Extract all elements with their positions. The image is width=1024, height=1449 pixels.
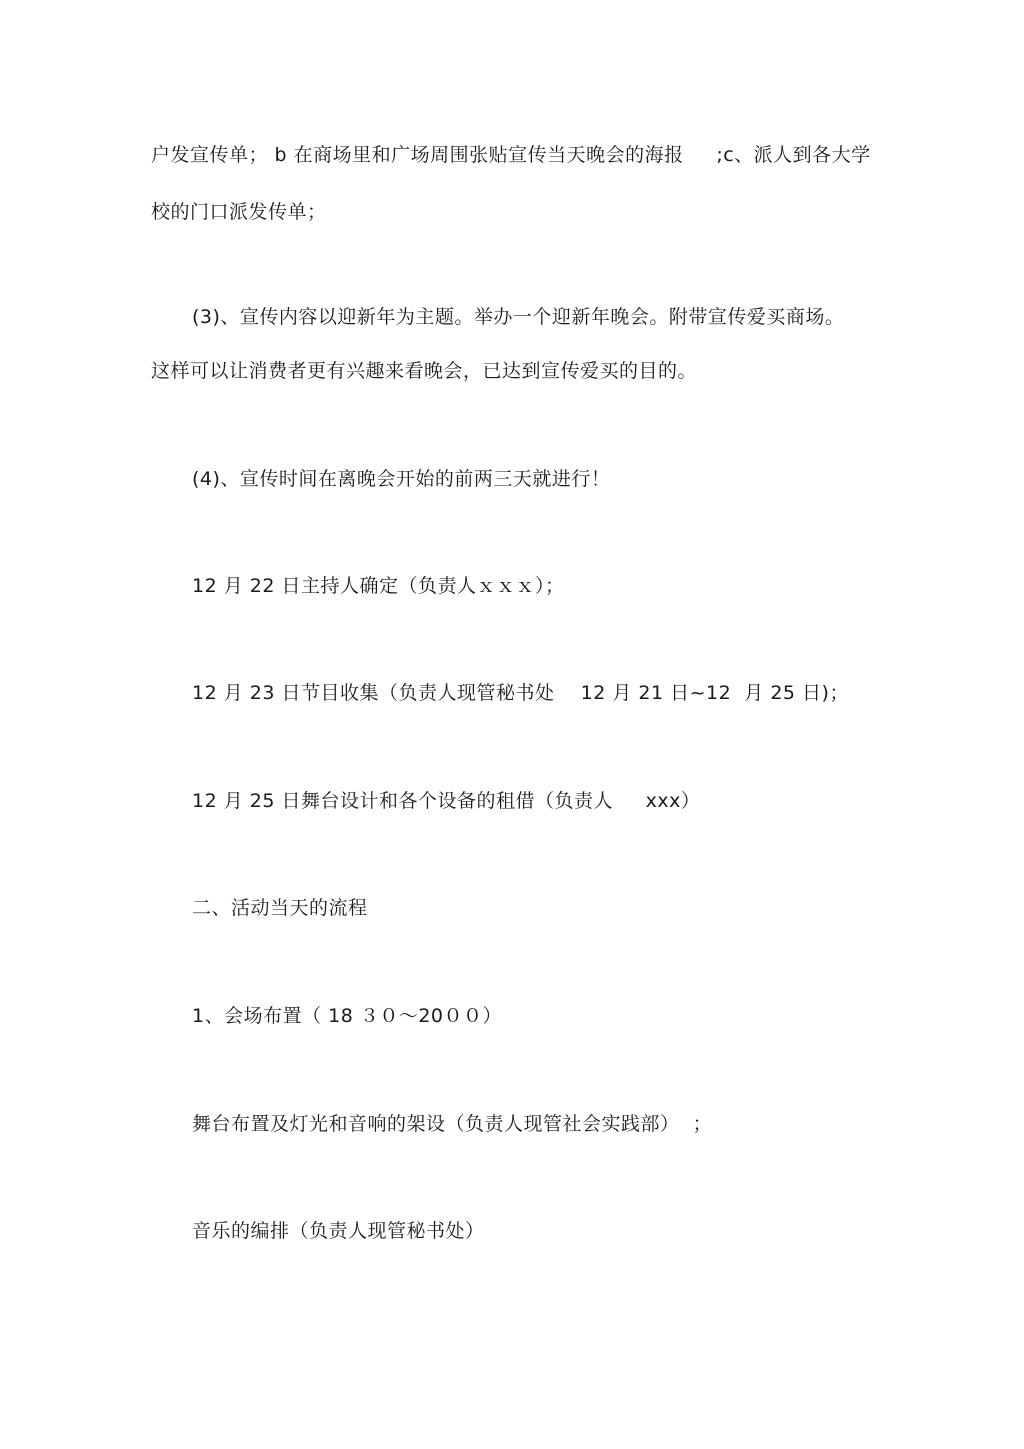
paragraph-line-4: 这样可以让消费者更有兴趣来看晚会，已达到宣传爱买的目的。 bbox=[151, 360, 698, 382]
list-item-stage-lighting: 舞台布置及灯光和音响的架设（负责人现管社会实践部） ； bbox=[192, 1113, 713, 1135]
list-item-venue-setup: 1、会场布置（ 18 ３０～20００） bbox=[192, 1005, 503, 1027]
section-heading: 二、活动当天的流程 bbox=[192, 897, 368, 919]
paragraph-line-2: 校的门口派发传单； bbox=[151, 201, 327, 223]
list-item-music: 音乐的编排（负责人现管秘书处） bbox=[192, 1220, 485, 1242]
schedule-item-host: 12 月 22 日主持人确定（负责人ｘｘｘ）； bbox=[192, 575, 565, 597]
paragraph-line-1: 户发宣传单； b 在商场里和广场周围张贴宣传当天晚会的海报 ;c、派人到各大学 bbox=[151, 144, 871, 166]
schedule-item-programs: 12 月 23 日节目收集（负责人现管秘书处 12 月 21 日~12 月 25 日)； bbox=[192, 682, 849, 704]
paragraph-line-3: (3)、宣传内容以迎新年为主题。举办一个迎新年晚会。附带宣传爱买商场。 bbox=[192, 306, 845, 328]
paragraph-line-5: (4)、宣传时间在离晚会开始的前两三天就进行！ bbox=[192, 468, 611, 490]
schedule-item-stage: 12 月 25 日舞台设计和各个设备的租借（负责人 xxx） bbox=[192, 790, 701, 812]
